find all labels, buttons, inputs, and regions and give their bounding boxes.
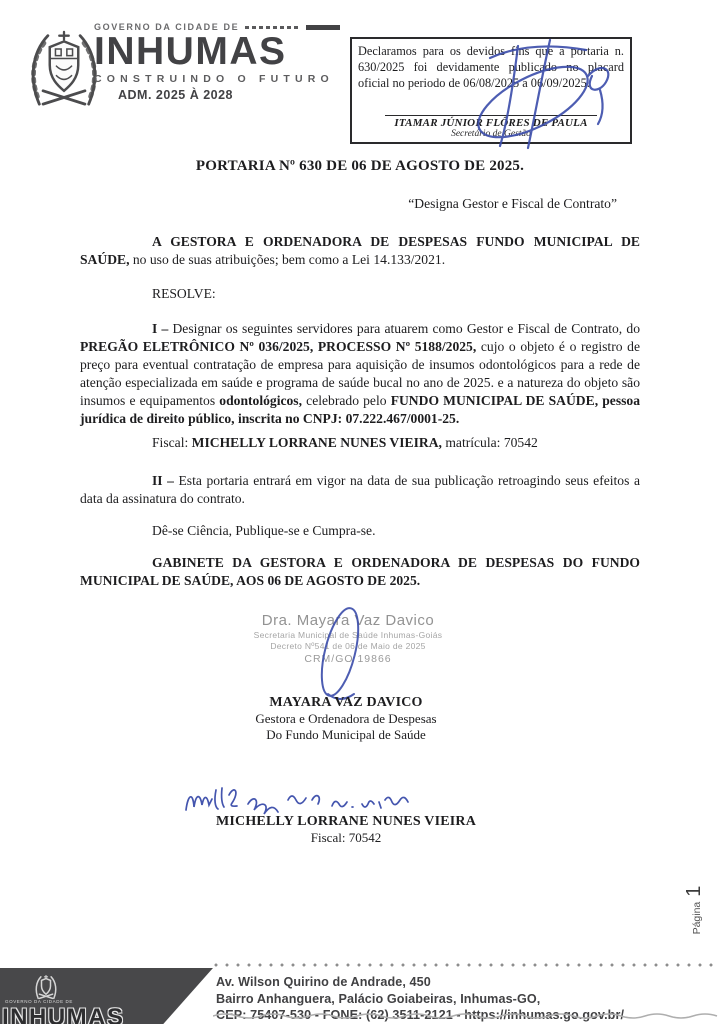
declaration-signer — [358, 115, 624, 139]
declaration-signer-role: Secretário de Gestão — [451, 129, 531, 139]
mayara-stamp — [0, 612, 708, 666]
item-one-text-a: Designar os seguintes servidores para atuarem como Gestor e Fiscal de Contrato, do — [172, 321, 640, 336]
coat-of-arms-icon — [26, 20, 102, 116]
footer-address-line-3: CEP: 75407-530 - FONE: (62) 3511-2121 - https://inhumas.go.gov.br/ — [216, 1008, 625, 1022]
city-logo — [94, 22, 340, 102]
closing-formula: Dê-se Ciência, Publique-se e Cumpra-se. — [152, 523, 376, 538]
item-one-text-c: celebrado pelo — [302, 393, 391, 408]
logo-bar-decoration — [245, 26, 300, 29]
stamp-crm: CRM/GO 19866 — [304, 653, 392, 665]
footer-government-label: GOVERNO DA CIDADE DE — [5, 999, 74, 1004]
signature-line — [385, 115, 597, 116]
item-two-number: II – — [152, 473, 179, 488]
michelly-handwritten-signature — [182, 776, 442, 818]
item-one-text-b: cujo o objeto é o registro de preço para eventual contratação de empresa para aquisição de insumos odontológicos para a rede de atenção especializada em saúde e programa de saúde bucal no ano de 2025. e a natureza do objeto são insumos e equipamentos — [80, 339, 640, 408]
item-one-paragraph — [80, 320, 640, 428]
logo-government-label: GOVERNO DA CIDADE DE — [94, 22, 240, 32]
logo-administration-period: ADM. 2025 À 2028 — [118, 88, 234, 102]
mayara-role-1: Gestora e Ordenadora de Despesas — [255, 711, 437, 726]
gabinete-paragraph: GABINETE DA GESTORA E ORDENADORA DE DESPESAS DO FUNDO MUNICIPAL DE SAÚDE, AOS 06 DE AGOSTO DE 2025. — [80, 555, 640, 588]
portaria-title: PORTARIA Nº 630 DE 06 DE AGOSTO DE 2025. — [195, 158, 525, 174]
michelly-name: MICHELLY LORRANE NUNES VIEIRA — [215, 814, 477, 829]
fiscal-name: MICHELLY LORRANE NUNES VIEIRA, — [191, 435, 442, 450]
footer-address-line-1: Av. Wilson Quirino de Andrade, 450 — [216, 975, 431, 989]
stamp-decree: Decreto Nº541 de 06 de Maio de 2025 — [270, 641, 426, 651]
mayara-typed-signature — [0, 694, 706, 742]
document-body — [80, 156, 640, 590]
footer-address-line-2: Bairro Anhanguera, Palácio Goiabeiras, Inhumas-GO, — [216, 991, 541, 1006]
logo-city-name: INHUMAS — [94, 30, 287, 73]
item-two-paragraph — [80, 472, 640, 508]
publication-declaration-box — [350, 37, 632, 144]
declaration-text: Declaramos para os devidos fins que a portaria n. 630/2025 foi devidamente publicado no placard oficial no periodo de 06/08/2025 a 06/09/2025. — [358, 44, 624, 90]
fiscal-designation-line — [80, 434, 640, 452]
fiscal-label: Fiscal: — [152, 435, 192, 450]
footer-address-block — [216, 974, 716, 1024]
footer-dotted-line-decoration — [213, 962, 720, 969]
opening-paragraph — [80, 233, 640, 269]
item-one-bold-pregao: PREGÃO ELETRÔNICO Nº 036/2025, PROCESSO Nº 5188/2025, — [80, 339, 477, 354]
page-number: 1 — [683, 885, 705, 897]
stamp-title: Secretaria Municipal de Saúde Inhumas-Goiás — [253, 630, 443, 640]
stamp-name: Dra. Mayara Vaz Davico — [261, 612, 435, 629]
footer-city-name: INHUMAS — [2, 1004, 125, 1024]
footer-coat-of-arms-icon — [30, 972, 62, 1002]
item-one-number: I – — [152, 321, 173, 336]
mayara-name: MAYARA VAZ DAVICO — [269, 695, 423, 710]
mayara-role-2: Do Fundo Municipal de Saúde — [266, 726, 426, 742]
portaria-subtitle: “Designa Gestor e Fiscal de Contrato” — [408, 196, 617, 211]
michelly-typed-signature — [0, 813, 706, 846]
item-two-text: Esta portaria entrará em vigor na data de sua publicação retroagindo seus efeitos a data da assinatura do contrato. — [80, 473, 640, 506]
item-one-bold-fundo: FUNDO MUNICIPAL DE SAÚDE, pessoa jurídica de direito público, inscrita no CNPJ: 07.222.467/0001-25. — [80, 393, 641, 426]
item-one-bold-odonto: odontológicos, — [219, 393, 303, 408]
opening-regular: no uso de suas atribuições; bem como a Lei 14.133/2021. — [129, 252, 446, 267]
declaration-signer-name: ITAMAR JÚNIOR FLÔRES DE PAULA — [394, 117, 588, 129]
michelly-role: Fiscal: 70542 — [310, 830, 382, 845]
fiscal-matricula: matrícula: 70542 — [441, 435, 538, 450]
page-word: Página — [691, 901, 703, 935]
logo-tagline: CONSTRUINDO O FUTURO — [94, 73, 334, 85]
resolve-heading: RESOLVE: — [152, 286, 216, 301]
page-number-label — [683, 870, 707, 950]
logo-bar-end-decoration — [306, 25, 340, 30]
opening-bold: A GESTORA E ORDENADORA DE DESPESAS FUNDO MUNICIPAL DE SAÚDE, — [80, 234, 640, 267]
